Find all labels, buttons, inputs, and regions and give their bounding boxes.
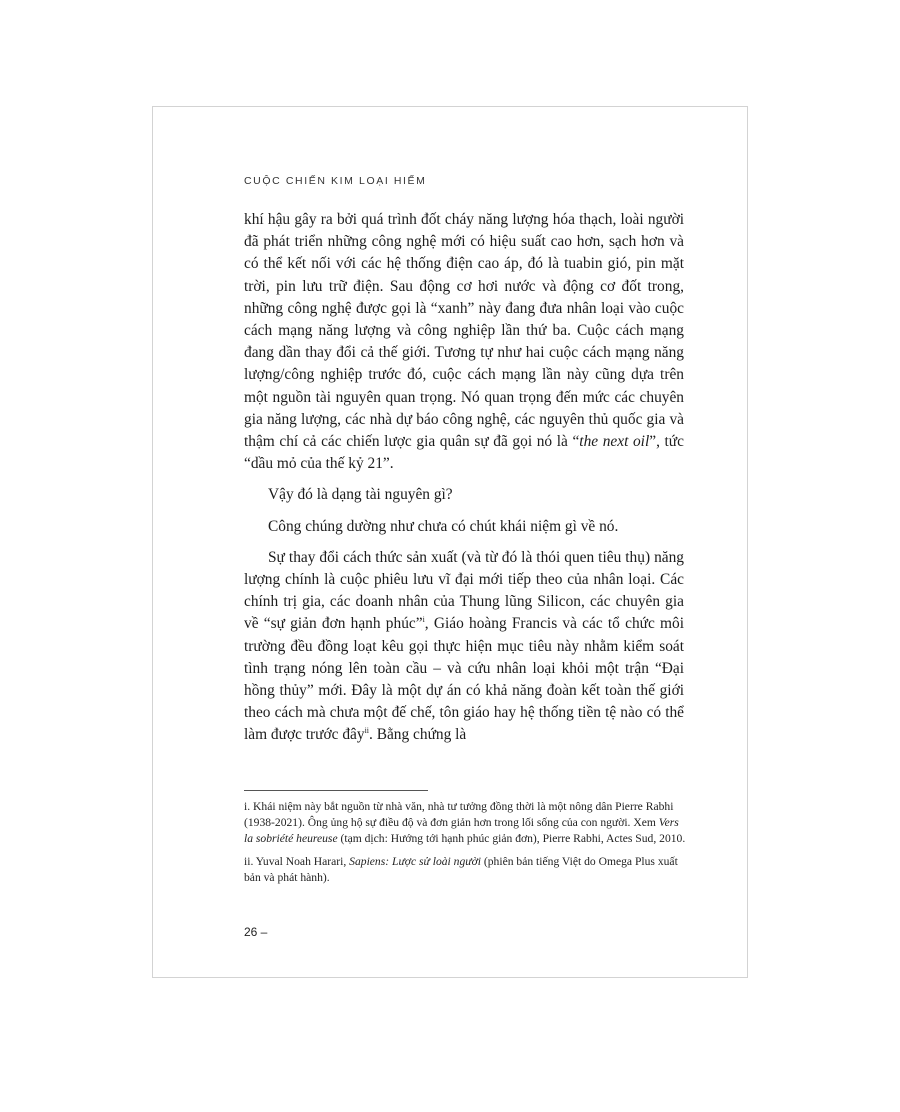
footnote-i-text-b: (tạm dịch: Hướng tới hạnh phúc giản đơn), Pierre Rabhi, Actes Sud, 2010. xyxy=(337,832,686,845)
body-text xyxy=(244,209,684,747)
paragraph-1 xyxy=(244,209,684,475)
page-number: 26 – xyxy=(244,925,268,939)
paragraph-4-text-c: . Bằng chứng là xyxy=(369,726,467,744)
footnote-i xyxy=(244,799,689,847)
paragraph-3: Công chúng dường như chưa có chút khái niệm gì về nó. xyxy=(268,517,619,535)
paragraph-1-end: ”, tức “dầu mỏ của thế kỷ 21”. xyxy=(244,433,684,473)
footnotes xyxy=(244,799,689,893)
footnote-i-title: Vers la sobriété heureuse xyxy=(244,816,679,845)
paragraph-2: Vậy đó là dạng tài nguyên gì? xyxy=(268,486,453,504)
paragraph-4 xyxy=(244,547,684,747)
footnote-ii-title: Sapiens: Lược sử loài người xyxy=(349,855,481,868)
footnote-ii-text-b: (phiên bản tiếng Việt do Omega Plus xuất bản và phát hành). xyxy=(244,855,678,884)
footnote-i-text-a: i. Khái niệm này bắt nguồn từ nhà văn, nhà tư tưởng đồng thời là một nông dân Pierre Rabhi (1938-2021). Ông ủng hộ sự điều độ và đơn giản hơn trong lối sống của con người. Xem xyxy=(244,800,674,829)
paragraph-4-text-b: , Giáo hoàng Francis và các tổ chức môi trường đều đồng loạt kêu gọi thực hiện mục tiêu này nhằm kiểm soát tình trạng nóng lên toàn cầu – và cứu nhân loại khỏi một trận “Đại hồng thủy” mới. Đây là một dự án có khả năng đoàn kết toàn thế giới theo cách mà chưa một đế chế, tôn giáo hay hệ thống tiền tệ nào có thể làm được trước đây xyxy=(244,615,684,744)
paragraph-1-text: khí hậu gây ra bởi quá trình đốt cháy năng lượng hóa thạch, loài người đã phát triển những công nghệ mới có hiệu suất cao hơn, sạch hơn và có thể kết nối với các hệ thống điện cao áp, đó là tuabin gió, pin mặt trời, pin lưu trữ điện. Sau động cơ hơi nước và động cơ đốt trong, những công nghệ được gọi là “xanh” này đang đưa nhân loại vào cuộc cách mạng năng lượng và công nghiệp lần thứ ba. Cuộc cách mạng đang dần thay đổi cả thế giới. Tương tự như hai cuộc cách mạng năng lượng/công nghiệp trước đó, cuộc cách mạng lần này cũng dựa trên một nguồn tài nguyên quan trọng. Nó quan trọng đến mức các chuyên gia năng lượng, các nhà dự báo công nghệ, các nguyên thủ quốc gia và thậm chí cả các chiến lược gia quân sự đã gọi nó là “ xyxy=(244,211,684,451)
running-head: CUỘC CHIẾN KIM LOẠI HIẾM xyxy=(244,175,427,187)
footnote-ref-i[interactable]: i xyxy=(422,615,425,625)
italic-phrase: the next oil xyxy=(579,433,650,451)
paragraph-4-text-a: Sự thay đổi cách thức sản xuất (và từ đó là thói quen tiêu thụ) năng lượng chính là cuộc phiêu lưu vĩ đại mới tiếp theo của nhân loại. Các chính trị gia, các doanh nhân của Thung lũng Silicon, các chuyên gia về “sự giản đơn hạnh phúc” xyxy=(244,548,684,633)
footnote-ii xyxy=(244,854,689,886)
book-page xyxy=(152,106,748,978)
footnote-rule xyxy=(244,790,428,791)
footnote-ref-ii[interactable]: ii xyxy=(364,726,370,736)
footnote-ii-text-a: ii. Yuval Noah Harari, xyxy=(244,855,350,868)
